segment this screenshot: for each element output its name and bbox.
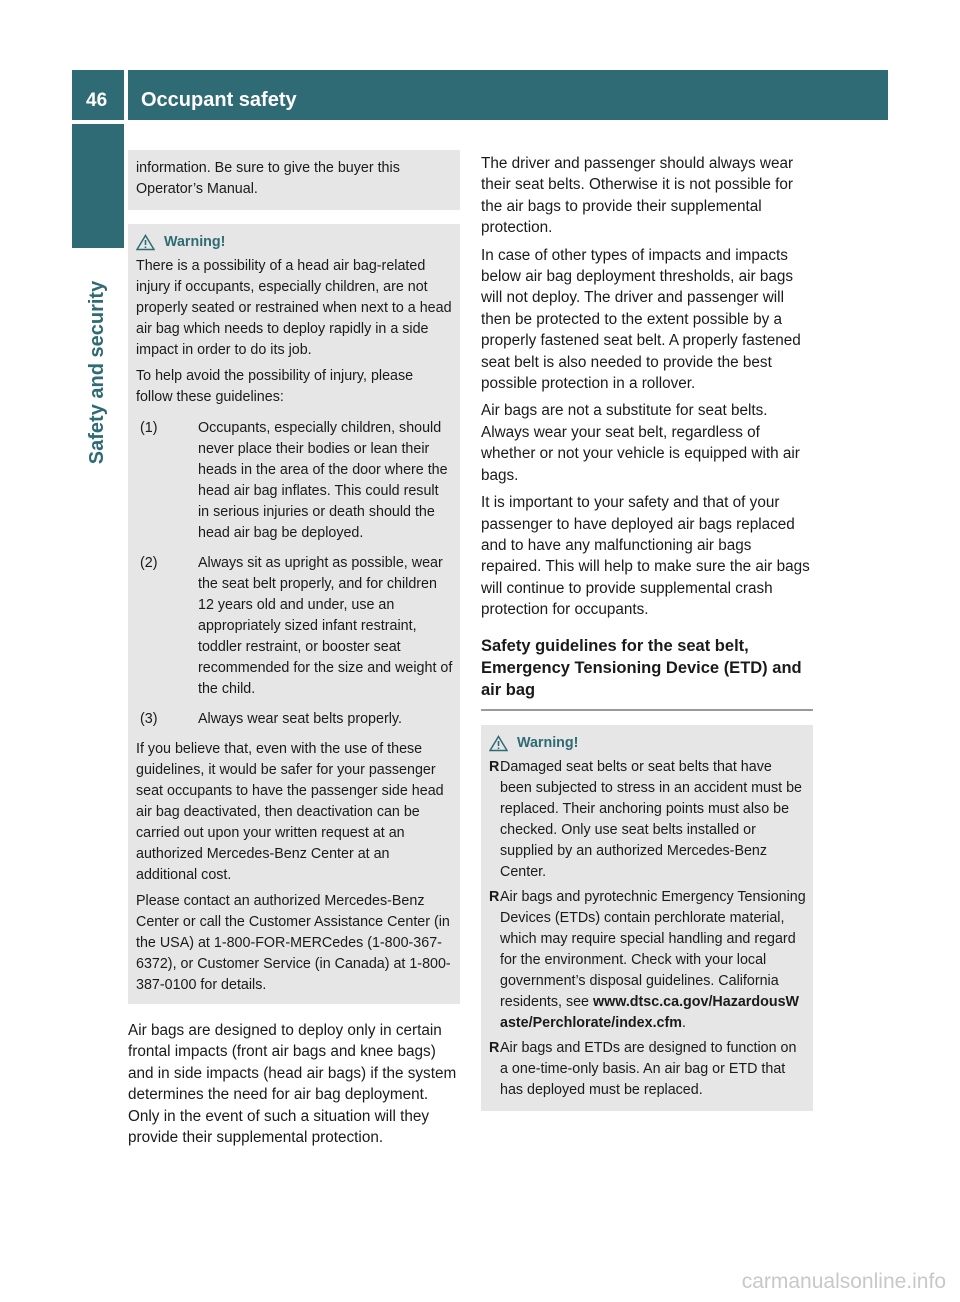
warning-para-3: If you believe that, even with the use of these guidelines, it would be safer for your passenger seat occupants to have the passenger side head air bag deactivated, then deactivation can be carried out upon your written request at an authorized Mercedes-Benz Center at an additional cost. (136, 741, 444, 883)
guideline-number: (3) (140, 711, 158, 727)
right-column (481, 153, 813, 1111)
watermark: carmanualsonline.info (741, 1270, 946, 1293)
right-para-4: It is important to your safety and that of your passenger to have deployed air bags replaced and to have any malfunctioning air bags repaired. This will help to make sure the air bags will continue to provide supplemental crash protection for occupants. (481, 494, 810, 619)
warning-heading (489, 733, 806, 754)
guideline-text: Always wear seat belts properly. (198, 711, 402, 727)
warning-box-head-airbag (128, 224, 460, 1004)
bullet-text-end: . (681, 1014, 686, 1031)
bullet-marker: R (489, 888, 500, 905)
intro-text: information. Be sure to give the buyer this Operator’s Manual. (136, 160, 400, 197)
warning-para-4: Please contact an authorized Mercedes-Benz Center or call the Customer Assistance Center (in the USA) at 1-800-FOR-MERCedes (1-800-367-6372), or Customer Service (in Canada) at 1-800-387-0100 for details. (136, 893, 451, 993)
guideline-text: Occupants, especially children, should never place their bodies or lean their heads in the area of the door where the head air bag inflates. This could result in serious injuries or death should the head air bag be deployed. (198, 420, 448, 541)
intro-box (128, 150, 460, 210)
bullet-marker: R (489, 758, 500, 775)
section-tab (72, 252, 124, 492)
left-column (128, 150, 460, 1154)
page-title: Occupant safety (128, 70, 888, 120)
page-number: 46 (72, 70, 124, 120)
guideline-item (136, 553, 453, 700)
warning-para-2: To help avoid the possibility of injury, please follow these guidelines: (136, 368, 414, 405)
warning-para-1: There is a possibility of a head air bag-related injury if occupants, especially children, are not properly seated or restrained when next to a head air bag which needs to deploy rapidly in a side impact in order to do its job. (136, 258, 452, 358)
warning-box-seat-belt (481, 725, 813, 1111)
airbag-deploy-text: Air bags are designed to deploy only in certain frontal impacts (front air bags and knee bags) and in side impacts (head air bags) if the system determines the need for air bag deployment. Only in the event of such a situation will they provide their supplemental protection. (128, 1022, 457, 1147)
bullet-text (500, 887, 806, 1034)
sidebar-block (72, 124, 124, 248)
bullet-marker: R (489, 1039, 500, 1056)
warning-bullet (489, 757, 806, 883)
warning-bullet (489, 1038, 806, 1101)
warning-icon (136, 234, 155, 251)
warning-title: Warning! (517, 734, 579, 751)
right-para-3: Air bags are not a substitute for seat belts. Always wear your seat belt, regardless of whether or not your vehicle is equipped with air bags. (481, 402, 800, 484)
section-label: Safety and security (86, 280, 109, 464)
warning-title: Warning! (164, 234, 226, 250)
right-para-2: In case of other types of impacts and impacts below air bag deployment thresholds, air bags will not deploy. The driver and passenger will then be protected to the extent possible by a properly fastened seat belt. A properly fastened seat belt is also needed to provide the best possible protection in a rollover. (481, 246, 801, 393)
bullet-text: Air bags and ETDs are designed to function on a one-time-only basis. An air bag or ETD that has deployed must be replaced. (500, 1039, 797, 1098)
right-para-1: The driver and passenger should always wear their seat belts. Otherwise it is not possible for the air bags to provide their supplemental protection. (481, 155, 794, 237)
guideline-number: (2) (140, 555, 158, 571)
disposal-link[interactable]: www.dtsc.ca.gov/HazardousWaste/Perchlorate/index.cfm (500, 993, 800, 1031)
guideline-item (136, 418, 453, 544)
warning-bullet (489, 887, 806, 1034)
guideline-number: (1) (140, 420, 158, 436)
warning-icon (489, 735, 508, 752)
heading-rule (481, 709, 813, 711)
bullet-text: Damaged seat belts or seat belts that have been subjected to stress in an accident must be replaced. Their anchoring points must also be checked. Only use seat belts installed or supplied by an authorized Mercedes-Benz Center. (500, 758, 803, 880)
section-heading: Safety guidelines for the seat belt, Emergency Tensioning Device (ETD) and air bag (481, 636, 802, 699)
guideline-text: Always sit as upright as possible, wear the seat belt properly, and for children 12 years old and under, use an appropriately sized infant restraint, toddler restraint, or booster seat recommended for the size and weight of the child. (198, 555, 453, 697)
bullet-text-main: Air bags and pyrotechnic Emergency Tensioning Devices (ETDs) contain perchlorate material, which may require special handling and regard for the environment. Check with your local government’s disposal guidelines. California residents, see (500, 888, 806, 1010)
warning-heading (136, 232, 453, 253)
guideline-item (136, 709, 453, 730)
